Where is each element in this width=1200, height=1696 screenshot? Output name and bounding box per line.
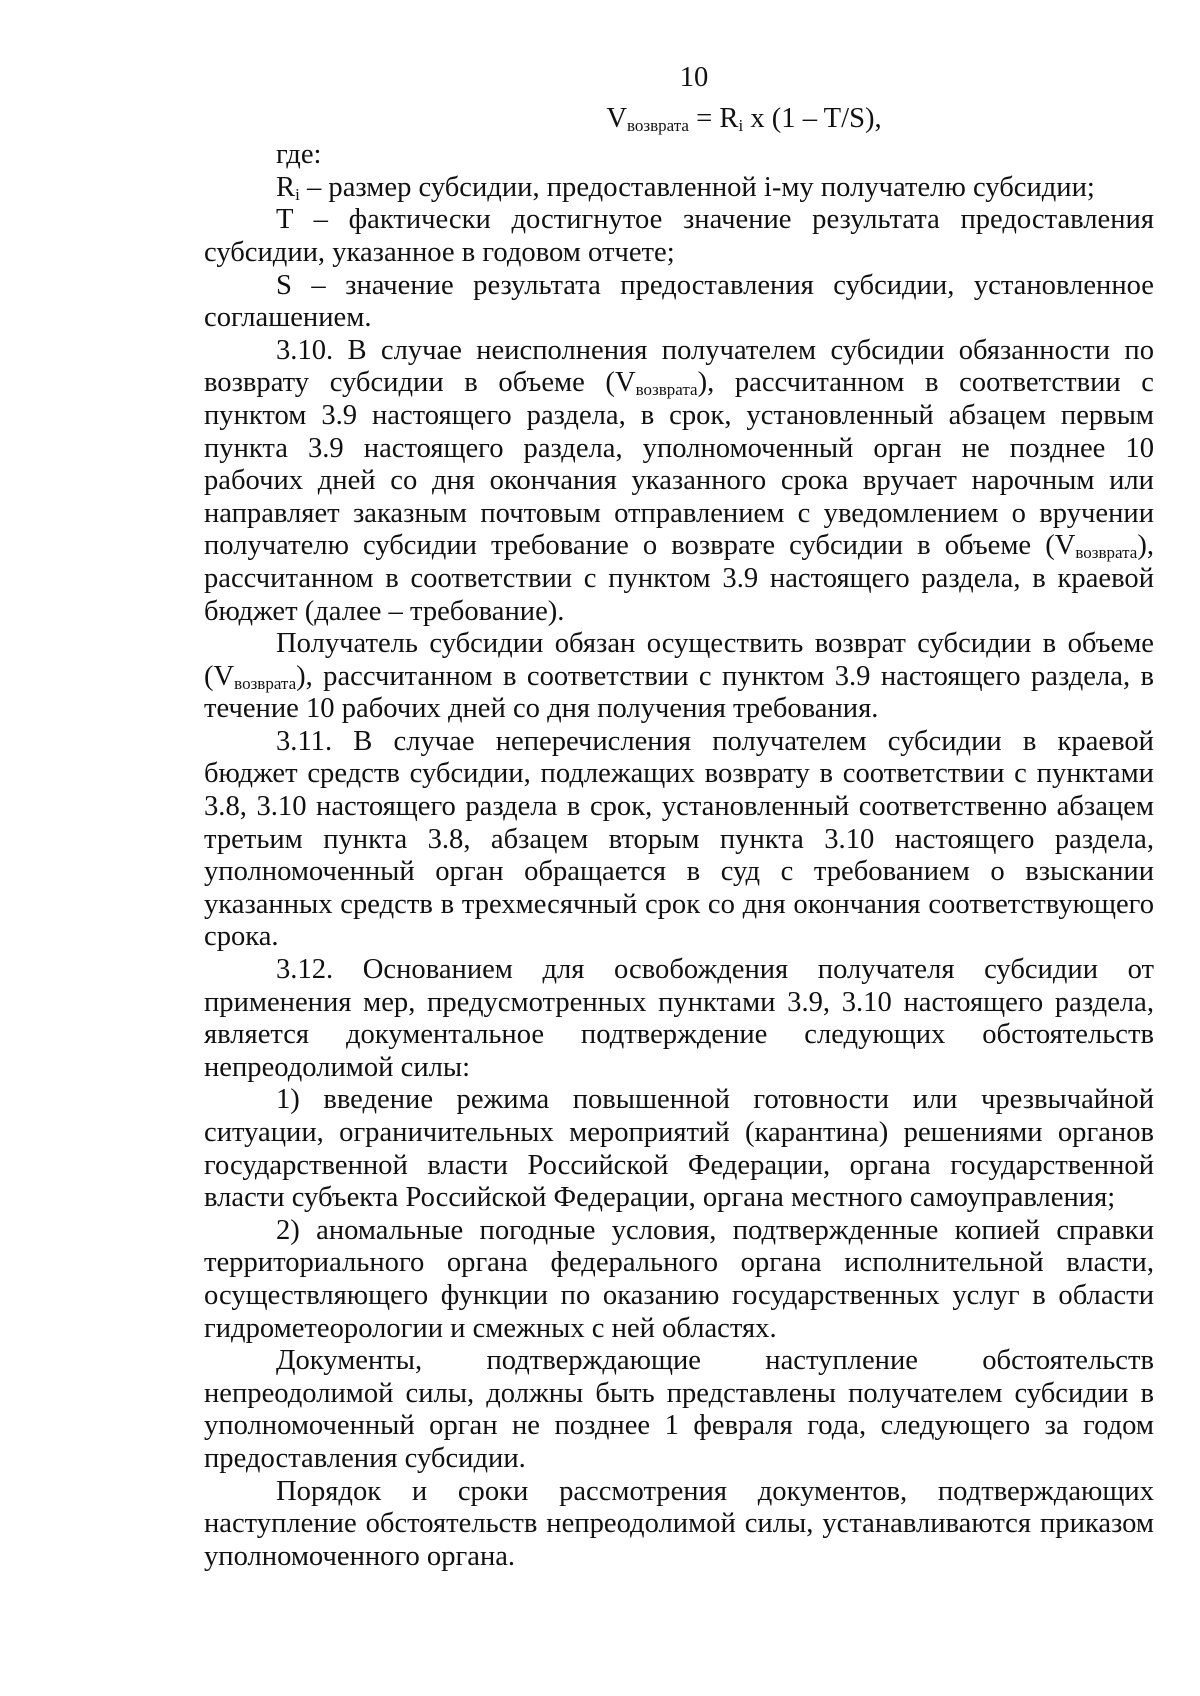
paragraph-3-10-part-a: 3.10. В случае неисполнения получателем субсидии обязанности по возврату субсидии в объеме (V: [204, 334, 1154, 399]
paragraph-3-10-obligation-part-b: ), рассчитанном в соответствии с пунктом 3.9 настоящего раздела, в течение 10 рабочих дней со дня получения требования.: [204, 660, 1154, 725]
paragraph-3-10-obligation-part-a: Получатель субсидии обязан осуществить возврат субсидии в объеме (V: [204, 628, 1154, 692]
paragraph-3-11: 3.11. В случае неперечисления получателем субсидии в краевой бюджет средств субсидии, подлежащих возврату в соответствии с пунктами 3.8, 3.10 настоящего раздела в срок, установленный соответственно абзацем третьим пункта 3.8, абзацем вторым пункта 3.10 настоящего раздела, уполномоченный орган обращается в суд с требованием о взыскании указанных средств в трехмесячный срок со дня окончания соответствующего срока.: [204, 725, 1154, 953]
definition-r-text: – размер субсидии, предоставленной i-му получателю субсидии;: [299, 171, 1095, 203]
paragraph-3-10-obligation-subscript: возврата: [234, 673, 297, 693]
formula-v: V: [606, 102, 627, 134]
where-label: где:: [276, 139, 322, 171]
list-item-2: 2) аномальные погодные условия, подтвержденные копией справки территориального органа федерального органа исполнительной власти, осуществляющего функции по оказанию государственных услуг в области гидрометеорологии и смежных с ней областях.: [204, 1214, 1154, 1344]
definition-r-subscript: i: [295, 184, 300, 204]
paragraph-order: Порядок и сроки рассмотрения документов, подтверждающих наступление обстоятельств непреодолимой силы, устанавливаются приказом уполномоченного органа.: [204, 1475, 1154, 1572]
document-page: [204, 62, 1154, 1573]
definition-t: T – фактически достигнутое значение результата предоставления субсидии, указанное в годовом отчете;: [204, 204, 1154, 268]
definition-s: S – значение результата предоставления субсидии, установленное соглашением.: [204, 269, 1154, 334]
formula-rest: x (1 – T/S),: [743, 102, 882, 134]
formula-v-subscript: возврата: [626, 115, 689, 135]
paragraph-3-10-subscript-1: возврата: [635, 380, 698, 400]
paragraph-documents: Документы, подтверждающие наступление обстоятельств непреодолимой силы, должны быть представлены получателем субсидии в уполномоченный орган не позднее 1 февраля года, следующего за годом предоставления субсидии.: [204, 1345, 1154, 1474]
definition-r-symbol: R: [276, 171, 296, 203]
definition-r: [204, 172, 1154, 205]
paragraph-3-10: [204, 335, 1154, 628]
formula-r-subscript: i: [738, 115, 744, 135]
formula-eq: = R: [688, 102, 739, 134]
paragraph-3-10-part-b: ), рассчитанном в соответствии с пунктом 3.9 настоящего раздела, в срок, установленный абзацем первым пункта 3.9 настоящего раздела, уполномоченный орган не позднее 10 рабочих дней со дня окончания указанного срока вручает нарочным или направляет заказным почтовым отправлением с уведомлением о вручении получателю субсидии требование о возврате субсидии в объеме (V: [204, 367, 1154, 562]
paragraph-3-10-obligation: [204, 628, 1154, 726]
refund-formula: [334, 103, 1154, 136]
paragraph-3-10-part-c: ), рассчитанном в соответствии с пунктом 3.9 настоящего раздела, в краевой бюджет (далее – требование).: [204, 530, 1154, 627]
page-number: 10: [679, 62, 709, 93]
paragraph-3-12: 3.12. Основанием для освобождения получателя субсидии от применения мер, предусмотренных пунктами 3.9, 3.10 настоящего раздела, является документальное подтверждение следующих обстоятельств непреодолимой силы:: [204, 954, 1154, 1083]
paragraph-3-10-subscript-2: возврата: [1075, 543, 1138, 563]
list-item-1: 1) введение режима повышенной готовности или чрезвычайной ситуации, ограничительных мероприятий (карантина) решениями органов государственной власти Российской Федерации, органа государственной власти субъекта Российской Федерации, органа местного самоуправления;: [204, 1084, 1154, 1214]
